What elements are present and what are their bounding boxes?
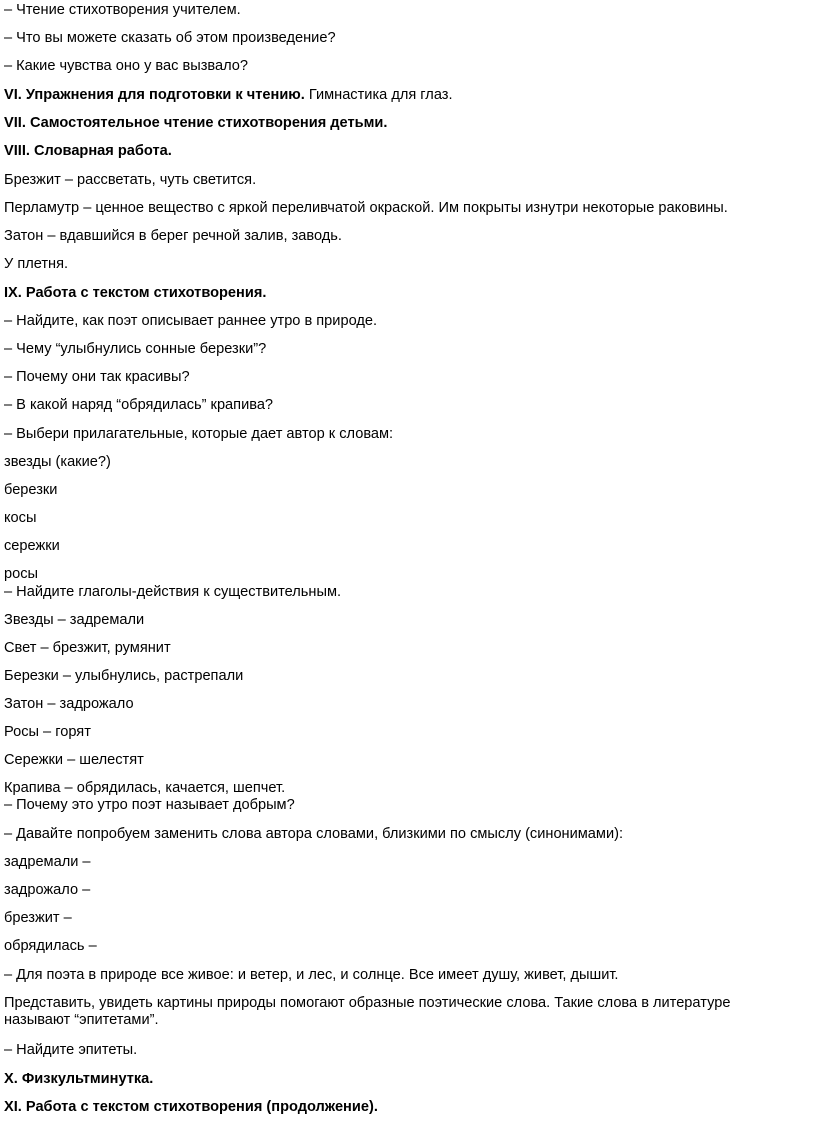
task-find-epithets: – Найдите эпитеты.: [4, 1042, 138, 1058]
statement-nature-alive: – Для поэта в природе все живое: и ветер, и лес, и солнце. Все имеет душу, живет, дышит.: [4, 967, 619, 983]
section-vi-heading: VI. Упражнения для подготовки к чтению.: [4, 87, 305, 103]
section-vi: [4, 87, 453, 104]
word-kosy: косы: [4, 510, 37, 526]
question-nettle: – В какой наряд “обрядилась” крапива?: [4, 397, 274, 413]
vocab-brezzhit: Брезжит – рассветать, чуть светится.: [4, 172, 257, 188]
section-viii-heading: VIII. Словарная работа.: [4, 143, 172, 159]
synonym-zadremali: задремали –: [4, 854, 91, 870]
vocab-zaton: Затон – вдавшийся в берег речной залив, заводь.: [4, 228, 342, 244]
line-question-feelings: – Какие чувства оно у вас вызвало?: [4, 58, 249, 74]
question-beautiful: – Почему они так красивы?: [4, 369, 190, 385]
question-birches: – Чему “улыбнулись сонные березки”?: [4, 341, 267, 357]
section-vi-text: Гимнастика для глаз.: [304, 87, 453, 103]
word-zvezdy: звезды (какие?): [4, 454, 111, 470]
verb-zaton: Затон – задрожало: [4, 696, 134, 712]
verb-rosy: Росы – горят: [4, 724, 91, 740]
verb-zvezdy: Звезды – задремали: [4, 612, 145, 628]
vocab-pleten: У плетня.: [4, 256, 69, 272]
statement-epithets: Представить, увидеть картины природы помогают образные поэтические слова. Такие слова в литературе называют “эпитетами”.: [4, 995, 731, 1028]
verb-berezki: Березки – улыбнулись, растрепали: [4, 668, 244, 684]
vocab-perlamutr: Перламутр – ценное вещество с яркой переливчатой окраской. Им покрыты изнутри некоторые раковины.: [4, 200, 728, 216]
question-good-morning: – Почему это утро поэт называет добрым?: [4, 797, 295, 813]
verb-svet: Свет – брезжит, румянит: [4, 640, 171, 656]
task-verbs: – Найдите глаголы-действия к существительным.: [4, 584, 342, 600]
verb-serezhki: Сережки – шелестят: [4, 752, 144, 768]
line-teacher-reading: – Чтение стихотворения учителем.: [4, 2, 241, 18]
section-xi-heading: XI. Работа с текстом стихотворения (продолжение).: [4, 1099, 378, 1115]
task-synonyms: – Давайте попробуем заменить слова автора словами, близкими по смыслу (синонимами):: [4, 826, 624, 842]
word-rosy: росы: [4, 566, 39, 582]
section-x-heading: X. Физкультминутка.: [4, 1071, 154, 1087]
synonym-obryadilas: обрядилась –: [4, 938, 97, 954]
word-serezhki: сережки: [4, 538, 60, 554]
section-ix-heading: IX. Работа с текстом стихотворения.: [4, 285, 267, 301]
question-morning: – Найдите, как поэт описывает раннее утро в природе.: [4, 313, 378, 329]
synonym-brezzhit: брезжит –: [4, 910, 72, 926]
synonym-zadrozhalo: задрожало –: [4, 882, 91, 898]
line-question-about-work: – Что вы можете сказать об этом произведение?: [4, 30, 336, 46]
word-berezki: березки: [4, 482, 58, 498]
section-vii-heading: VII. Самостоятельное чтение стихотворения детьми.: [4, 115, 388, 131]
task-adjectives: – Выбери прилагательные, которые дает автор к словам:: [4, 426, 394, 442]
verb-krapiva: Крапива – обрядилась, качается, шепчет.: [4, 780, 286, 796]
